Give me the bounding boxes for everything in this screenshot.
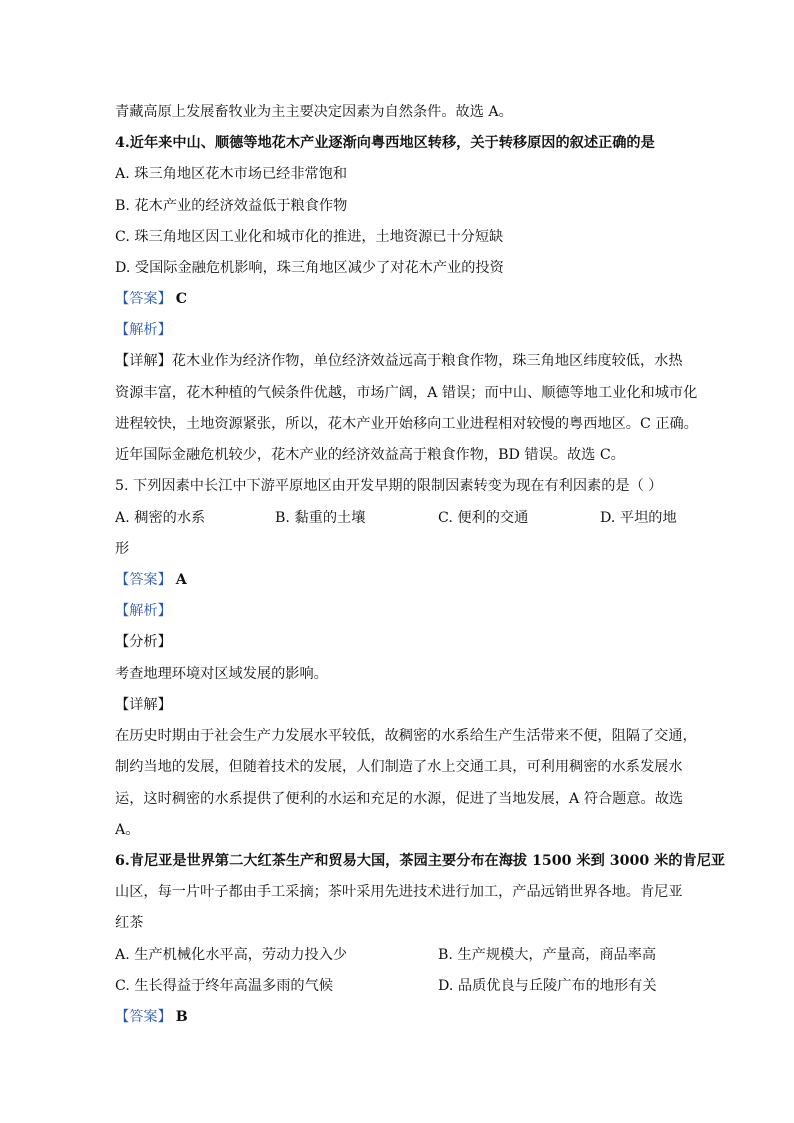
answer-value: A xyxy=(175,572,187,588)
q5-option-a: A. 稠密的水系 xyxy=(115,510,206,526)
answer-tag: 【答案】 xyxy=(115,1009,172,1025)
q6-stem-line-1: 6.肯尼亚是世界第二大红茶生产和贸易大国，茶园主要分布在海拔 1500 米到 3000 米的肯尼亚 xyxy=(115,853,726,869)
q4-detail-line-4: 近年国际金融危机较少，花木产业的经济效益高于粮食作物，BD 错误。故选 C。 xyxy=(115,447,625,463)
q5-option-c: C. 便利的交通 xyxy=(438,510,529,526)
q5-option-b: B. 黏重的土壤 xyxy=(275,510,366,526)
q5-analysis-tag: 【解析】 xyxy=(115,603,172,619)
q4-detail-line-2: 资源丰富，花木种植的气候条件优越，市场广阔，A 错误；而中山、顺德等地工业化和城市化 xyxy=(115,385,698,401)
q5-detail-tag: 【详解】 xyxy=(115,697,172,713)
q6-option-a: A. 生产机械化水平高，劳动力投入少 xyxy=(115,947,348,963)
q6-stem-line-2: 山区，每一片叶子都由手工采摘；茶叶采用先进技术进行加工，产品远销世界各地。肯尼亚 xyxy=(115,884,683,900)
q4-detail-line-3: 进程较快，土地资源紧张，所以，花木产业开始移向工业进程相对较慢的粤西地区。C 正确。 xyxy=(115,416,698,432)
q5-detail-line-2: 制约当地的发展，但随着技术的发展，人们制造了水上交通工具，可利用稠密的水系发展水 xyxy=(115,759,683,775)
q6-option-c: C. 生长得益于终年高温多雨的气候 xyxy=(115,978,333,994)
q6-stem-line-3: 红茶 xyxy=(115,915,144,931)
q4-analysis-tag: 【解析】 xyxy=(115,322,172,338)
q4-option-a: A. 珠三角地区花木市场已经非常饱和 xyxy=(115,166,348,182)
q5-fenxi-tag: 【分析】 xyxy=(115,634,172,650)
answer-value: B xyxy=(175,1009,188,1025)
q6-option-d: D. 品质优良与丘陵广布的地形有关 xyxy=(438,978,657,994)
q5-answer xyxy=(115,570,187,590)
answer-tag: 【答案】 xyxy=(115,291,172,307)
q4-answer xyxy=(115,289,187,309)
q5-fenxi-text: 考查地理环境对区域发展的影响。 xyxy=(115,666,328,682)
q5-detail-line-4: A。 xyxy=(115,822,140,838)
q4-option-c: C. 珠三角地区因工业化和城市化的推进，土地资源已十分短缺 xyxy=(115,229,504,245)
q6-option-b: B. 生产规模大，产量高，商品率高 xyxy=(438,947,657,963)
answer-tag: 【答案】 xyxy=(115,572,172,588)
q5-detail-line-1: 在历史时期由于社会生产力发展水平较低，故稠密的水系给生产生活带来不便，阻隔了交通， xyxy=(115,728,697,744)
q4-detail-line-1: 【详解】花木业作为经济作物，单位经济效益远高于粮食作物，珠三角地区纬度较低，水热 xyxy=(115,353,683,369)
q4-option-d: D. 受国际金融危机影响，珠三角地区减少了对花木产业的投资 xyxy=(115,260,504,276)
q6-answer xyxy=(115,1007,188,1027)
q4-stem: 4.近年来中山、顺德等地花木产业逐渐向粤西地区转移，关于转移原因的叙述正确的是 xyxy=(115,135,655,151)
q5-option-d-wrap: 形 xyxy=(115,541,130,557)
previous-explanation-end: 青藏高原上发展畜牧业为主主要决定因素为自然条件。故选 A。 xyxy=(115,104,513,120)
q4-option-b: B. 花木产业的经济效益低于粮食作物 xyxy=(115,198,348,214)
q5-stem: 5. 下列因素中长江中下游平原地区由开发早期的限制因素转变为现在有利因素的是（ ） xyxy=(115,478,663,494)
q5-detail-line-3: 运，这时稠密的水系提供了便利的水运和充足的水源，促进了当地发展，A 符合题意。故选 xyxy=(115,791,684,807)
answer-value: C xyxy=(175,291,188,307)
q5-option-d: D. 平坦的地 xyxy=(600,510,677,526)
